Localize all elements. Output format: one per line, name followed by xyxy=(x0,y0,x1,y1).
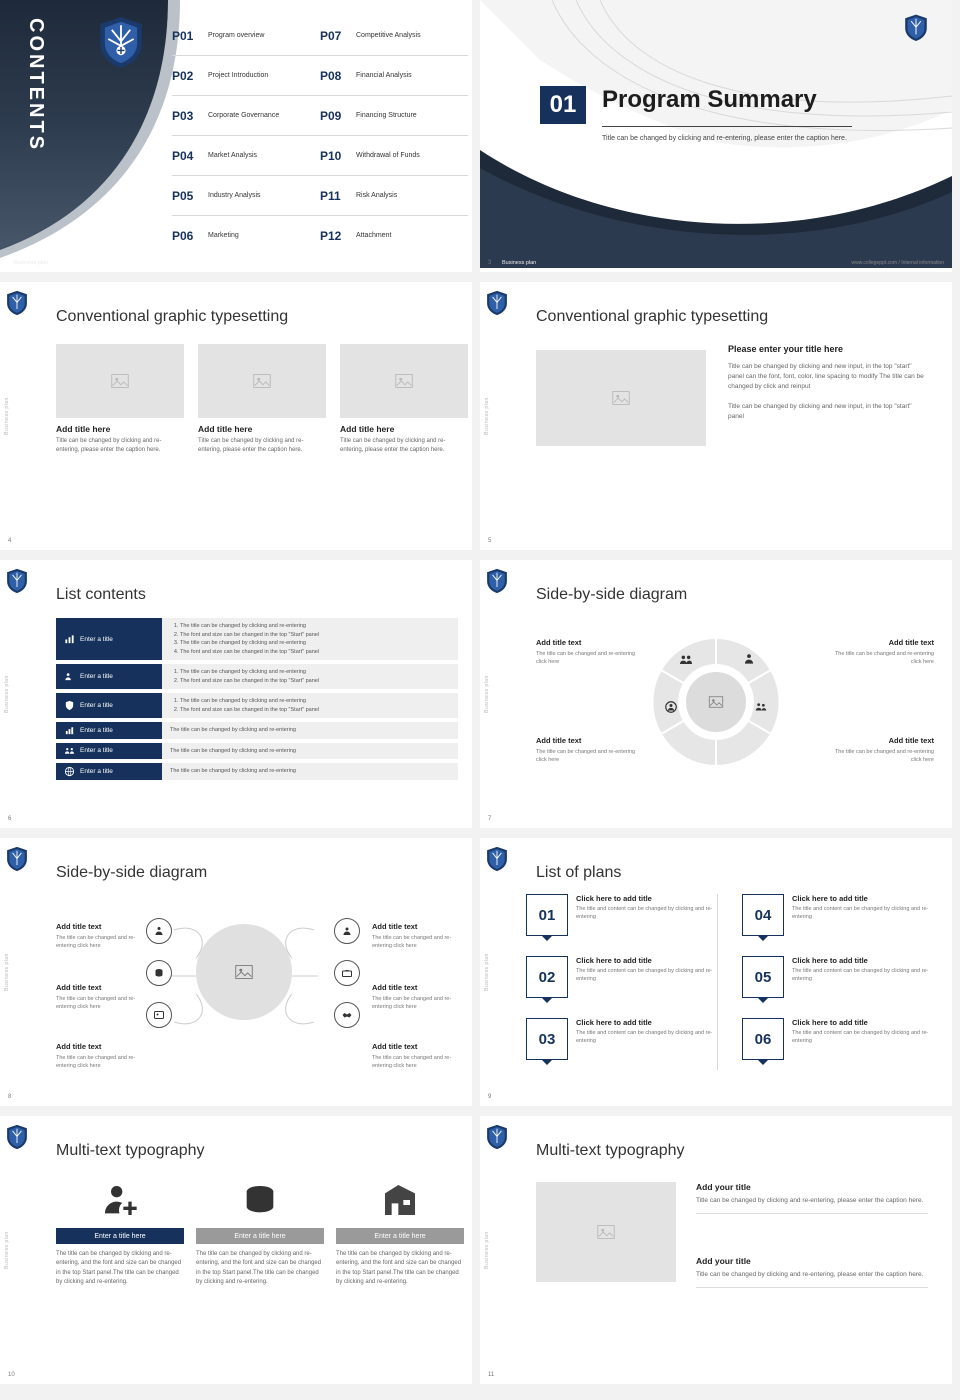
card-heading: Add title here xyxy=(340,424,395,434)
section-number: 01 xyxy=(540,86,586,124)
plan-item[interactable] xyxy=(742,894,938,952)
row-label[interactable] xyxy=(56,618,162,660)
divider xyxy=(602,126,852,127)
toc-label: Program overview xyxy=(208,32,265,39)
building-icon xyxy=(336,1172,464,1220)
image-placeholder[interactable] xyxy=(56,344,184,418)
plan-number: 03 xyxy=(526,1018,568,1060)
briefcase-icon-badge[interactable] xyxy=(334,960,360,986)
plan-item[interactable] xyxy=(742,1018,938,1076)
toc-label: Corporate Governance xyxy=(208,112,280,119)
label-desc: The title can be changed and re-entering click here xyxy=(372,996,452,1011)
label-title: Add title text xyxy=(888,638,934,647)
card-body: Title can be changed by clicking and re-entering, please enter the caption here. xyxy=(198,438,304,454)
slide-footer: Business plan xyxy=(502,260,537,266)
diagram-label xyxy=(828,736,934,765)
block-desc: Title can be changed by clicking and re-entering, please enter the caption here. xyxy=(696,1197,924,1204)
plan-list xyxy=(526,894,938,1080)
toc-item[interactable] xyxy=(172,216,320,255)
group-icon xyxy=(64,745,75,756)
toc-number: P07 xyxy=(320,28,342,43)
slide-section-header xyxy=(480,0,952,272)
list-item[interactable] xyxy=(56,618,458,660)
plan-number: 02 xyxy=(526,956,568,998)
label-title: Add title text xyxy=(888,736,934,745)
card xyxy=(198,344,326,456)
page-number: 4 xyxy=(8,538,12,544)
column xyxy=(196,1172,324,1287)
diagram-label xyxy=(372,922,466,951)
page-title: List contents xyxy=(56,586,146,603)
page-number: 8 xyxy=(8,1094,12,1100)
toc-number: P06 xyxy=(172,228,194,243)
page-number: 3 xyxy=(488,260,492,266)
row-line: 2. The font and size can be changed in the top "Start" panel xyxy=(180,631,450,640)
slide-side-by-side-a xyxy=(480,560,952,828)
diagram-label xyxy=(536,736,642,765)
toc-number: P05 xyxy=(172,188,194,203)
label-title: Add title text xyxy=(372,922,418,931)
slide-multitext-a xyxy=(0,1116,472,1384)
plan-desc: The title and content can be changed by clicking and re-entering xyxy=(576,1030,713,1045)
row-label-text: Enter a title xyxy=(80,767,113,775)
text-block xyxy=(728,344,928,422)
image-placeholder[interactable] xyxy=(196,924,292,1020)
row-label[interactable] xyxy=(56,693,162,718)
crest-icon xyxy=(98,16,144,68)
toc-item[interactable] xyxy=(172,136,320,176)
image-icon xyxy=(251,370,273,392)
toc-label: Competitive Analysis xyxy=(356,32,421,39)
image-placeholder[interactable] xyxy=(536,1182,676,1282)
block-title: Add your title xyxy=(696,1182,751,1192)
toc-item[interactable] xyxy=(320,176,468,216)
diagram-label xyxy=(56,983,148,1012)
page-number: 5 xyxy=(488,538,492,544)
paragraph-1: Title can be changed by clicking and new input, in the top "start" panel can the font, font, color, line spacing to modify The title can be changed by click and reinput xyxy=(728,363,924,391)
text-heading: Please enter your title here xyxy=(728,344,844,354)
label-title: Add title text xyxy=(56,983,102,992)
toc-number: P10 xyxy=(320,148,342,163)
image-icon xyxy=(707,693,725,711)
card-body: Title can be changed by clicking and re-entering, please enter the caption here. xyxy=(56,438,162,454)
crest-icon xyxy=(486,846,508,872)
toc-item[interactable] xyxy=(172,96,320,136)
person-icon xyxy=(153,925,165,937)
toc-label: Withdrawal of Funds xyxy=(356,152,420,159)
toc-item[interactable] xyxy=(172,16,320,56)
slide-contents xyxy=(0,0,472,272)
page-title: List of plans xyxy=(536,864,622,881)
column xyxy=(56,1172,184,1287)
crest-icon xyxy=(6,846,28,872)
crest-icon xyxy=(6,290,28,316)
row-line: The title can be changed by clicking and re-entering xyxy=(170,727,296,734)
section-title: Program Summary xyxy=(602,86,817,113)
label-title: Add title text xyxy=(536,736,582,745)
plan-item[interactable] xyxy=(742,956,938,1014)
toc-label: Risk Analysis xyxy=(356,192,398,199)
side-label: Business plan xyxy=(484,1231,490,1269)
box-icon xyxy=(153,967,165,979)
page-title: Conventional graphic typesetting xyxy=(536,308,769,325)
image-icon xyxy=(610,387,632,409)
crest-icon xyxy=(486,290,508,316)
diagram-label xyxy=(56,922,148,951)
card-body: Title can be changed by clicking and re-entering, please enter the caption here. xyxy=(340,438,446,454)
label-title: Add title text xyxy=(372,1042,418,1051)
toc-label: Financing Structure xyxy=(356,112,417,119)
slide-footer: Business plan xyxy=(14,260,49,266)
list-rows xyxy=(56,618,458,784)
card xyxy=(56,344,184,456)
person-icon xyxy=(742,652,756,666)
label-title: Add title text xyxy=(372,983,418,992)
slide-side-by-side-b xyxy=(0,838,472,1106)
slide-graphic-typesetting-b xyxy=(480,282,952,550)
diagram-label xyxy=(56,1042,148,1071)
id-card-icon-badge[interactable] xyxy=(146,1002,172,1028)
column-body: The title can be changed by clicking and re-entering, and the font and size can be changed in the top Start panel.The title can be changed by clicking and re-entering. xyxy=(56,1251,182,1285)
label-title: Add title text xyxy=(536,638,582,647)
label-title: Add title text xyxy=(56,1042,102,1051)
toc-number: P02 xyxy=(172,68,194,83)
row-line: The title can be changed by clicking and re-entering xyxy=(170,747,296,754)
image-icon xyxy=(595,1221,617,1243)
toc-number: P11 xyxy=(320,188,341,203)
toc-label: Industry Analysis xyxy=(208,192,261,199)
image-placeholder[interactable] xyxy=(686,672,746,732)
plan-title: Click here to add title xyxy=(576,894,652,903)
row-label-text: Enter a title xyxy=(80,702,113,710)
side-label: Business plan xyxy=(484,397,490,435)
row-label[interactable] xyxy=(56,722,162,739)
crest-icon xyxy=(486,1124,508,1150)
row-line: 1. The title can be changed by clicking and re-entering xyxy=(180,668,450,677)
crest-icon xyxy=(904,14,928,42)
page-title: Side-by-side diagram xyxy=(56,864,208,881)
shield-icon xyxy=(64,700,75,711)
row-label[interactable] xyxy=(56,743,162,760)
bars-icon xyxy=(64,725,75,736)
page-title: Side-by-side diagram xyxy=(536,586,688,603)
plan-desc: The title and content can be changed by clicking and re-entering xyxy=(792,1030,929,1045)
crest-icon xyxy=(6,1124,28,1150)
text-block xyxy=(696,1182,928,1214)
column-bar: Enter a title here xyxy=(196,1228,324,1244)
toc-item[interactable] xyxy=(172,56,320,96)
table-of-contents xyxy=(172,16,468,255)
chart-icon xyxy=(64,634,75,645)
toc-number: P04 xyxy=(172,148,194,163)
label-desc: The title can be changed and re-entering click here xyxy=(56,1055,136,1070)
plan-number: 01 xyxy=(526,894,568,936)
label-desc: The title can be changed and re-entering click here xyxy=(536,651,636,666)
toc-column-left xyxy=(172,16,320,255)
plan-desc: The title and content can be changed by clicking and re-entering xyxy=(792,906,929,921)
row-label-text: Enter a title xyxy=(80,726,113,734)
row-line: 2. The font and size can be changed in the top "Start" panel xyxy=(180,706,450,715)
toc-label: Market Analysis xyxy=(208,152,258,159)
box-icon xyxy=(196,1172,324,1220)
row-content xyxy=(162,693,458,718)
toc-label: Marketing xyxy=(208,232,239,239)
avatar-icon-badge[interactable] xyxy=(334,918,360,944)
slide-list-of-plans xyxy=(480,838,952,1106)
people-icon xyxy=(64,671,75,682)
page-title: Conventional graphic typesetting xyxy=(56,308,289,325)
handshake-icon-badge[interactable] xyxy=(334,1002,360,1028)
side-label: Business plan xyxy=(4,1231,10,1269)
text-block xyxy=(696,1256,928,1288)
label-desc: The title can be changed and re-entering click here xyxy=(834,749,934,764)
column-body: The title can be changed by clicking and re-entering, and the font and size can be changed in the top Start panel.The title can be changed by clicking and re-entering. xyxy=(336,1251,462,1285)
row-content xyxy=(162,664,458,689)
plan-title: Click here to add title xyxy=(792,956,868,965)
column xyxy=(336,1172,464,1287)
crest-icon xyxy=(486,568,508,594)
image-placeholder[interactable] xyxy=(198,344,326,418)
toc-item[interactable] xyxy=(320,136,468,176)
slide-multitext-b xyxy=(480,1116,952,1384)
list-item[interactable] xyxy=(56,693,458,718)
row-line: 2. The font and size can be changed in the top "Start" panel xyxy=(180,677,450,686)
side-label: Business plan xyxy=(4,397,10,435)
plan-item[interactable] xyxy=(526,1018,722,1076)
toc-label: Attachment xyxy=(356,232,392,239)
label-desc: The title can be changed and re-entering click here xyxy=(536,749,636,764)
person-add-icon xyxy=(56,1172,184,1220)
toc-item[interactable] xyxy=(320,56,468,96)
plan-title: Click here to add title xyxy=(792,894,868,903)
column-bar: Enter a title here xyxy=(56,1228,184,1244)
diagram-label xyxy=(372,983,466,1012)
toc-number: P03 xyxy=(172,108,194,123)
toc-item[interactable] xyxy=(320,96,468,136)
slide-graphic-typesetting-a xyxy=(0,282,472,550)
diagram-label xyxy=(536,638,642,667)
column-body: The title can be changed by clicking and re-entering, and the font and size can be changed in the top Start panel.The title can be changed by clicking and re-entering. xyxy=(196,1251,322,1285)
card xyxy=(340,344,468,456)
label-desc: The title can be changed and re-entering click here xyxy=(56,996,136,1011)
image-icon xyxy=(393,370,415,392)
image-icon xyxy=(233,961,255,983)
row-line: 1. The title can be changed by clicking and re-entering xyxy=(180,697,450,706)
label-desc: The title can be changed and re-entering click here xyxy=(372,935,452,950)
plan-desc: The title and content can be changed by clicking and re-entering xyxy=(792,968,929,983)
avatar-icon xyxy=(664,700,678,714)
side-label: Business plan xyxy=(484,953,490,991)
list-item[interactable] xyxy=(56,763,458,780)
row-label[interactable] xyxy=(56,664,162,689)
section-description: Title can be changed by clicking and re-entering, please enter the caption here. xyxy=(602,135,847,142)
image-placeholder[interactable] xyxy=(536,350,706,446)
label-desc: The title can be changed and re-entering click here xyxy=(372,1055,452,1070)
list-item[interactable] xyxy=(56,743,458,760)
block-title: Add your title xyxy=(696,1256,751,1266)
diagram-label xyxy=(372,1042,466,1071)
column-list xyxy=(56,1172,464,1287)
row-content xyxy=(162,743,458,760)
row-label-text: Enter a title xyxy=(80,673,113,681)
label-desc: The title can be changed and re-entering click here xyxy=(834,651,934,666)
block-desc: Title can be changed by clicking and re-entering, please enter the caption here. xyxy=(696,1271,924,1278)
row-line: The title can be changed by clicking and re-entering xyxy=(170,768,296,775)
plan-desc: The title and content can be changed by clicking and re-entering xyxy=(576,968,713,983)
row-line: 4. The font and size can be changed in the top "Start" panel xyxy=(180,648,450,657)
group-icon xyxy=(754,700,768,714)
slide-list-contents xyxy=(0,560,472,828)
row-content xyxy=(162,763,458,780)
page-title: Multi-text typography xyxy=(56,1142,205,1159)
plan-item[interactable] xyxy=(526,894,722,952)
toc-number: P08 xyxy=(320,68,342,83)
toc-label: Project Introduction xyxy=(208,72,269,79)
plan-title: Click here to add title xyxy=(792,1018,868,1027)
side-label: Business plan xyxy=(484,675,490,713)
box-icon-badge[interactable] xyxy=(146,960,172,986)
row-line: 1. The title can be changed by clicking and re-entering xyxy=(180,622,450,631)
toc-item[interactable] xyxy=(320,216,468,255)
toc-label: Financial Analysis xyxy=(356,72,412,79)
row-content xyxy=(162,722,458,739)
page-title: Multi-text typography xyxy=(536,1142,685,1159)
page-number: 7 xyxy=(488,816,492,822)
card-list xyxy=(56,344,468,456)
globe-icon xyxy=(64,766,75,777)
toc-number: P12 xyxy=(320,228,342,243)
toc-item[interactable] xyxy=(172,176,320,216)
plan-number: 06 xyxy=(742,1018,784,1060)
card-heading: Add title here xyxy=(198,424,253,434)
avatar-icon xyxy=(341,925,353,937)
footer-url: www.collegeppt.com / Internal information xyxy=(851,260,944,266)
label-title: Add title text xyxy=(56,922,102,931)
list-item[interactable] xyxy=(56,664,458,689)
card-heading: Add title here xyxy=(56,424,111,434)
row-label[interactable] xyxy=(56,763,162,780)
page-number: 11 xyxy=(488,1372,495,1378)
toc-item[interactable] xyxy=(320,16,468,56)
page-number: 10 xyxy=(8,1372,15,1378)
crest-icon xyxy=(6,568,28,594)
plan-desc: The title and content can be changed by clicking and re-entering xyxy=(576,906,713,921)
toc-column-right xyxy=(320,16,468,255)
toc-number: P01 xyxy=(172,28,194,43)
plan-title: Click here to add title xyxy=(576,1018,652,1027)
column-bar: Enter a title here xyxy=(336,1228,464,1244)
id-card-icon xyxy=(153,1009,165,1021)
briefcase-icon xyxy=(341,967,353,979)
row-label-text: Enter a title xyxy=(80,635,113,643)
plan-item[interactable] xyxy=(526,956,722,1014)
image-placeholder[interactable] xyxy=(340,344,468,418)
handshake-icon xyxy=(341,1009,353,1021)
page-number: 9 xyxy=(488,1094,492,1100)
plan-number: 04 xyxy=(742,894,784,936)
row-line: 3. The title can be changed by clicking and re-entering xyxy=(180,639,450,648)
diagram-label xyxy=(828,638,934,667)
side-label: Business plan xyxy=(4,675,10,713)
team-icon xyxy=(678,652,694,668)
label-desc: The title can be changed and re-entering click here xyxy=(56,935,136,950)
image-icon xyxy=(109,370,131,392)
contents-title: CONTENTS xyxy=(25,18,47,152)
row-content xyxy=(162,618,458,660)
side-label: Business plan xyxy=(4,953,10,991)
person-icon-badge[interactable] xyxy=(146,918,172,944)
row-label-text: Enter a title xyxy=(80,747,113,755)
list-item[interactable] xyxy=(56,722,458,739)
plan-number: 05 xyxy=(742,956,784,998)
page-number: 6 xyxy=(8,816,12,822)
plan-title: Click here to add title xyxy=(576,956,652,965)
toc-number: P09 xyxy=(320,108,342,123)
paragraph-2: Title can be changed by clicking and new input, in the top "start" panel xyxy=(728,403,912,421)
